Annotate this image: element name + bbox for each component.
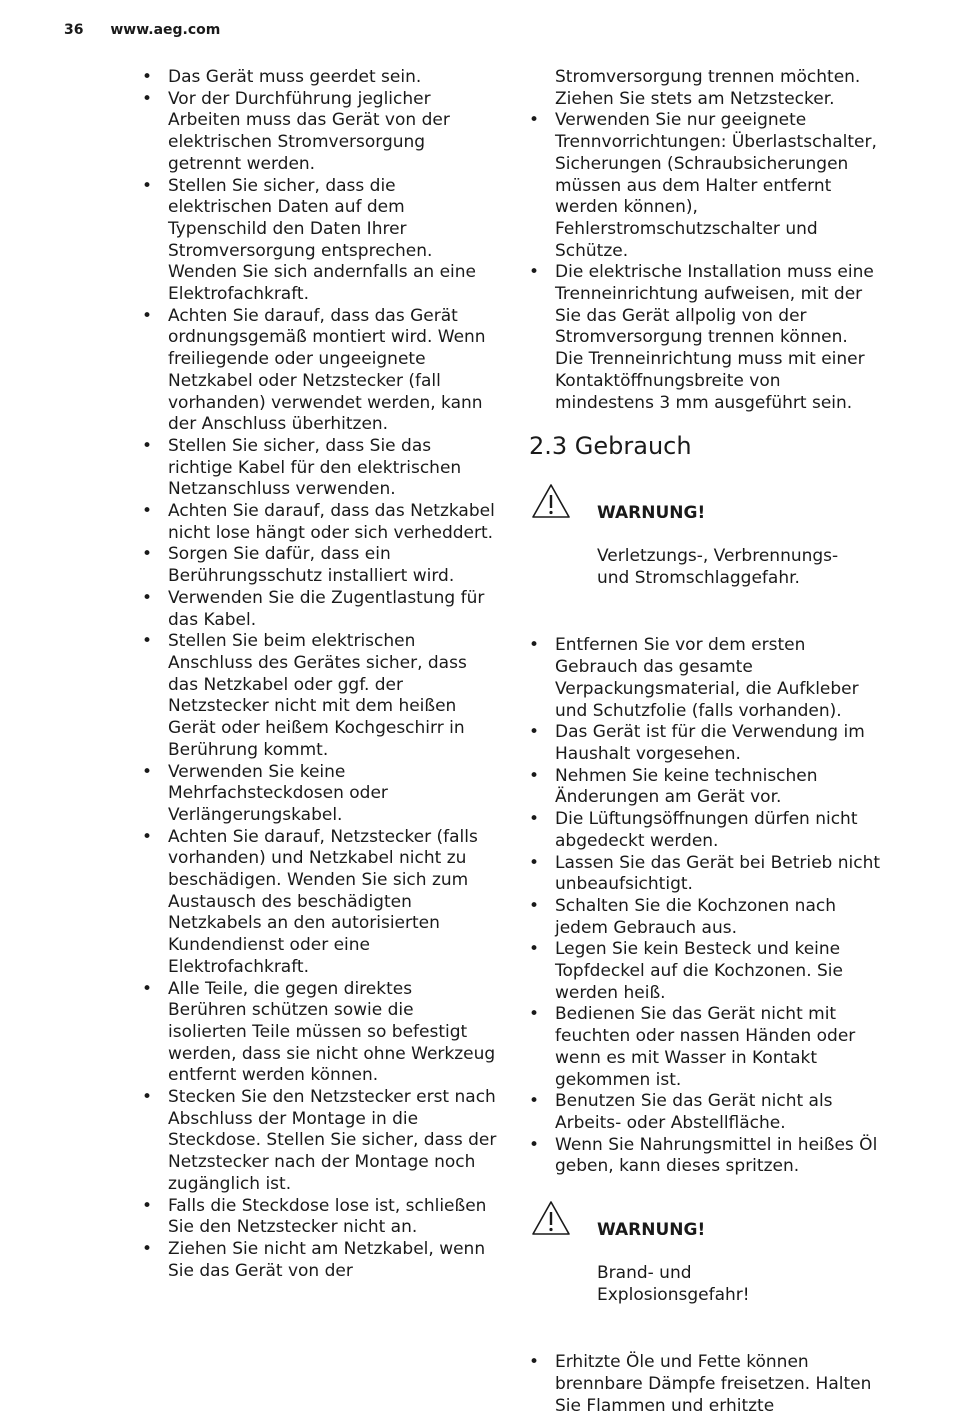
list-item: • Entfernen Sie vor dem ersten Gebrauch das gesamte Verpackungsmaterial, die Aufkleber und Schutzfolie (falls vorhanden). xyxy=(527,635,897,722)
warning-title: WARNUNG! xyxy=(597,1219,706,1240)
right-bullet-list-bottom xyxy=(527,1352,897,1417)
list-item: • Legen Sie kein Besteck und keine Topfdeckel auf die Kochzonen. Sie werden heiß. xyxy=(527,939,897,1004)
warning-box-2 xyxy=(527,1198,897,1328)
left-column xyxy=(140,67,505,1282)
list-item: • Erhitzte Öle und Fette können brennbare Dämpfe freisetzen. Halten Sie Flammen und erhitzte xyxy=(527,1352,897,1417)
list-item: • Verwenden Sie nur geeignete Trennvorrichtungen: Überlastschalter, Sicherungen (Schraubsicherungen müssen aus dem Halter entfernt werden können), Fehlerstromschutzschalter und Schütze. xyxy=(527,110,897,262)
right-column xyxy=(527,67,897,1417)
list-item: • Stellen Sie sicher, dass die elektrischen Daten auf dem Typenschild den Daten Ihrer Stromversorgung entsprechen. Wenden Sie sich andernfalls an eine Elektrofachkraft. xyxy=(140,176,505,306)
continued-text: Stromversorgung trennen möchten. Ziehen Sie stets am Netzstecker. xyxy=(555,67,861,109)
list-item: • Stellen Sie beim elektrischen Anschluss des Gerätes sicher, dass das Netzkabel oder ggf. der Netzstecker nicht mit dem heißen Gerät oder heißem Kochgeschirr in Berührung kommt. xyxy=(140,631,505,761)
warning-text: Brand- und Explosionsgefahr! xyxy=(597,1263,750,1305)
list-item: • Falls die Steckdose lose ist, schließen Sie den Netzstecker nicht an. xyxy=(140,1196,505,1239)
section-title: 2.3 Gebrauch xyxy=(529,432,692,461)
list-item: • Achten Sie darauf, dass das Gerät ordnungsgemäß montiert wird. Wenn freiliegende oder ungeeignete Netzkabel oder Netzstecker (fall vorhanden) verwendet werden, kann der Anschluss überhitzen. xyxy=(140,306,505,436)
list-item: • Die Lüftungsöffnungen dürfen nicht abgedeckt werden. xyxy=(527,809,897,852)
right-bullet-list-usage xyxy=(527,635,897,1178)
list-item: • Bedienen Sie das Gerät nicht mit feuchten oder nassen Händen oder wenn es mit Wasser in Kontakt gekommen ist. xyxy=(527,1004,897,1091)
left-bullet-list xyxy=(140,67,505,1282)
list-item: • Ziehen Sie nicht am Netzkabel, wenn Sie das Gerät von der xyxy=(140,1239,505,1282)
right-bullet-list-top xyxy=(527,110,897,414)
list-item: • Schalten Sie die Kochzonen nach jedem Gebrauch aus. xyxy=(527,896,897,939)
list-item: • Stellen Sie sicher, dass Sie das richtige Kabel für den elektrischen Netzanschluss verwenden. xyxy=(140,436,505,501)
list-item: • Das Gerät muss geerdet sein. xyxy=(140,67,505,89)
warning-text: Verletzungs-, Verbrennungs- und Stromschlaggefahr. xyxy=(597,546,839,589)
list-item: • Nehmen Sie keine technischen Änderungen am Gerät vor. xyxy=(527,766,897,809)
warning-triangle-icon xyxy=(531,483,571,519)
list-item: • Vor der Durchführung jeglicher Arbeiten muss das Gerät von der elektrischen Stromversorgung getrennt werden. xyxy=(140,89,505,176)
page-header xyxy=(64,22,220,38)
warning-title: WARNUNG! xyxy=(597,502,706,523)
list-item: • Sorgen Sie dafür, dass ein Berührungsschutz installiert wird. xyxy=(140,544,505,587)
warning-triangle-icon xyxy=(531,1200,571,1236)
website-url: www.aeg.com xyxy=(110,22,221,38)
list-item: • Alle Teile, die gegen direktes Berühren schützen sowie die isolierten Teile müssen so befestigt werden, dass sie nicht ohne Werkzeug entfernt werden können. xyxy=(140,979,505,1088)
list-item: • Verwenden Sie die Zugentlastung für das Kabel. xyxy=(140,588,505,631)
list-item: • Achten Sie darauf, Netzstecker (falls vorhanden) und Netzkabel nicht zu beschädigen. Wenden Sie sich zum Austausch des beschädigten Netzkabels an den autorisierten Kundendienst oder eine Elektrofachkraft. xyxy=(140,827,505,979)
list-item: • Das Gerät ist für die Verwendung im Haushalt vorgesehen. xyxy=(527,722,897,765)
list-item: • Benutzen Sie das Gerät nicht als Arbeits- oder Abstellfläche. xyxy=(527,1091,897,1134)
list-item: • Wenn Sie Nahrungsmittel in heißes Öl geben, kann dieses spritzen. xyxy=(527,1135,897,1178)
page-number: 36 xyxy=(64,22,84,38)
warning-box-1 xyxy=(527,481,897,611)
list-item: • Lassen Sie das Gerät bei Betrieb nicht unbeaufsichtigt. xyxy=(527,853,897,896)
list-item: • Achten Sie darauf, dass das Netzkabel nicht lose hängt oder sich verheddert. xyxy=(140,501,505,544)
list-item: • Die elektrische Installation muss eine Trenneinrichtung aufweisen, mit der Sie das Gerät allpolig von der Stromversorgung trennen können. Die Trenneinrichtung muss mit einer Kontaktöffnungsbreite von mindestens 3 mm ausgeführt sein. xyxy=(527,262,897,414)
list-item: • Verwenden Sie keine Mehrfachsteckdosen oder Verlängerungskabel. xyxy=(140,762,505,827)
list-item: • Stecken Sie den Netzstecker erst nach Abschluss der Montage in die Steckdose. Stellen Sie sicher, dass der Netzstecker nach der Montage noch zugänglich ist. xyxy=(140,1087,505,1196)
